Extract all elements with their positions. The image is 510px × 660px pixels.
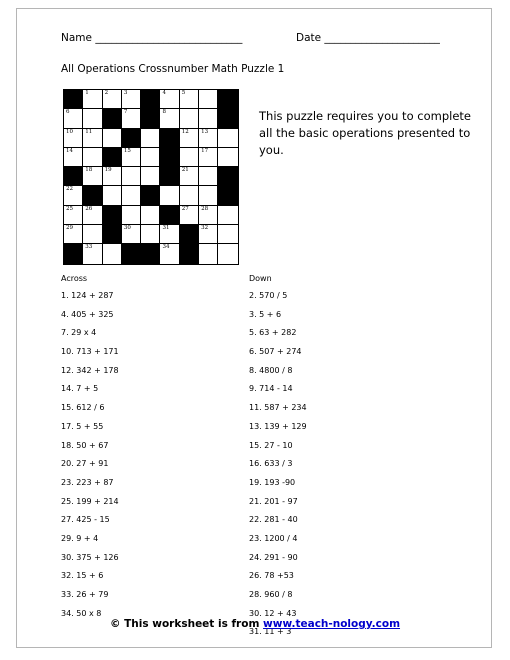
down-clue: 2. 570 / 5 xyxy=(249,291,288,300)
down-clue: 15. 27 - 10 xyxy=(249,440,293,450)
cell-number: 3 xyxy=(123,90,128,96)
down-clue: 31. 11 + 3 xyxy=(249,627,292,637)
name-field-label: Name ____________________________ xyxy=(61,32,243,44)
cell-number: 20 xyxy=(162,167,170,174)
grid-cell[interactable] xyxy=(83,167,102,186)
across-clue: 18. 50 + 67 xyxy=(61,440,109,450)
across-clue: 10. 713 + 171 xyxy=(61,347,119,357)
worksheet-title: All Operations Crossnumber Math Puzzle 1 xyxy=(61,63,285,75)
grid-cell[interactable] xyxy=(83,244,102,263)
footer-link[interactable]: www.teach-nology.com xyxy=(263,618,401,630)
across-clue: 25. 199 + 214 xyxy=(61,496,119,506)
grid-cell[interactable] xyxy=(199,225,218,244)
down-clue: 28. 960 / 8 xyxy=(249,590,293,599)
grid-cell-black xyxy=(180,244,199,263)
down-clue: 6. 507 + 274 xyxy=(249,347,302,357)
grid-cell-black xyxy=(160,167,179,186)
grid-cell[interactable] xyxy=(199,244,218,263)
cell-number: 26 xyxy=(85,205,93,212)
cell-number: 1 xyxy=(85,90,89,96)
cell-number: 15 xyxy=(123,147,131,154)
grid-cell[interactable] xyxy=(83,129,102,148)
grid-cell-black xyxy=(64,167,83,186)
down-clue: 30. 12 + 43 xyxy=(249,608,297,618)
across-clue: 32. 15 + 6 xyxy=(61,571,104,581)
across-clue: 12. 342 + 178 xyxy=(61,365,119,375)
grid-cell[interactable] xyxy=(122,206,141,225)
grid-cell[interactable] xyxy=(180,206,199,225)
grid-cell-black xyxy=(141,244,160,263)
cell-number: 8 xyxy=(162,109,166,116)
grid-cell[interactable] xyxy=(64,186,83,205)
cell-number: 28 xyxy=(201,205,209,212)
grid-cell[interactable] xyxy=(64,129,83,148)
cell-number: 18 xyxy=(85,167,93,174)
across-clue: 34. 50 x 8 xyxy=(61,608,102,618)
cell-number: 25 xyxy=(66,205,73,212)
grid-cell[interactable] xyxy=(199,206,218,225)
cell-number: 4 xyxy=(162,90,166,96)
cell-number: 11 xyxy=(85,128,93,135)
down-clues xyxy=(249,270,307,642)
across-clue: 4. 405 + 325 xyxy=(61,309,114,319)
grid-cell[interactable] xyxy=(64,225,83,244)
across-clue: 30. 375 + 126 xyxy=(61,552,119,562)
grid-cell[interactable] xyxy=(83,148,102,167)
down-clue: 16. 633 / 3 xyxy=(249,459,293,469)
across-clue: 17. 5 + 55 xyxy=(61,421,104,431)
grid-cell-black xyxy=(160,148,179,167)
grid-cell[interactable] xyxy=(160,244,179,263)
grid-cell[interactable] xyxy=(218,148,237,167)
footer-credit xyxy=(0,618,510,630)
grid-cell[interactable] xyxy=(122,186,141,205)
grid-cell-black xyxy=(160,129,179,148)
grid-cell[interactable] xyxy=(180,109,199,128)
grid-cell-black xyxy=(218,186,237,205)
grid-cell-black xyxy=(103,206,122,225)
grid-cell[interactable] xyxy=(141,206,160,225)
down-clue: 3. 5 + 6 xyxy=(249,309,282,319)
grid-cell-black xyxy=(141,186,160,205)
grid-cell[interactable] xyxy=(199,186,218,205)
grid-cell[interactable] xyxy=(83,206,102,225)
grid-cell-black xyxy=(122,244,141,263)
cell-number: 24 xyxy=(220,186,228,193)
cell-number: 16 xyxy=(162,147,170,154)
down-clue: 26. 78 +53 xyxy=(249,571,294,581)
grid-cell[interactable] xyxy=(218,244,237,263)
grid-cell[interactable] xyxy=(141,225,160,244)
grid-cell[interactable] xyxy=(180,186,199,205)
down-clue: 9. 714 - 14 xyxy=(249,384,293,394)
grid-cell-black xyxy=(218,90,237,109)
grid-cell[interactable] xyxy=(199,148,218,167)
grid-cell[interactable] xyxy=(122,90,141,109)
across-clue: 29. 9 + 4 xyxy=(61,533,99,543)
cell-number: 12 xyxy=(181,128,189,135)
grid-cell[interactable] xyxy=(218,225,237,244)
cell-number: 6 xyxy=(66,109,70,116)
cell-number: 21 xyxy=(181,167,189,174)
cell-number: 9 xyxy=(220,109,224,116)
grid-cell-black xyxy=(160,206,179,225)
down-clue: 8. 4800 / 8 xyxy=(249,365,293,375)
grid-cell-black xyxy=(83,186,102,205)
grid-cell[interactable] xyxy=(122,148,141,167)
across-clue: 27. 425 - 15 xyxy=(61,515,110,525)
grid-cell[interactable] xyxy=(64,148,83,167)
grid-cell[interactable] xyxy=(199,90,218,109)
across-clue: 14. 7 + 5 xyxy=(61,384,99,394)
down-clue: 11. 587 + 234 xyxy=(249,403,307,413)
puzzle-instructions: This puzzle requires you to complete all the basic operations presented to you. xyxy=(259,109,471,157)
grid-cell-black xyxy=(103,225,122,244)
grid-cell[interactable] xyxy=(141,129,160,148)
cell-number: 7 xyxy=(123,109,128,116)
grid-cell-black xyxy=(218,109,237,128)
across-clue: 33. 26 + 79 xyxy=(61,590,109,599)
down-clue: 23. 1200 / 4 xyxy=(249,533,298,543)
grid-cell[interactable] xyxy=(122,225,141,244)
across-clue: 15. 612 / 6 xyxy=(61,403,105,413)
grid-cell[interactable] xyxy=(160,225,179,244)
down-clue: 21. 201 - 97 xyxy=(249,496,298,506)
down-clue: 22. 281 - 40 xyxy=(249,515,298,525)
grid-cell-black xyxy=(103,109,122,128)
grid-cell[interactable] xyxy=(199,109,218,128)
grid-cell[interactable] xyxy=(160,186,179,205)
grid-cell[interactable] xyxy=(103,90,122,109)
across-heading: Across xyxy=(61,274,88,283)
grid-cell[interactable] xyxy=(83,90,102,109)
across-clue: 23. 223 + 87 xyxy=(61,477,114,487)
grid-cell[interactable] xyxy=(180,167,199,186)
cell-number: 5 xyxy=(181,90,186,96)
down-heading: Down xyxy=(249,274,272,283)
cell-number: 17 xyxy=(201,147,209,154)
grid-cell[interactable] xyxy=(83,225,102,244)
grid-cell-black xyxy=(141,109,160,128)
grid-cell-black xyxy=(64,90,83,109)
grid-cell[interactable] xyxy=(64,109,83,128)
cell-number: 30 xyxy=(123,225,131,232)
cell-number: 33 xyxy=(85,244,93,251)
grid-cell-black xyxy=(64,244,83,263)
across-clue: 7. 29 x 4 xyxy=(61,328,97,338)
grid-cell[interactable] xyxy=(103,167,122,186)
grid-cell[interactable] xyxy=(141,167,160,186)
grid-cell[interactable] xyxy=(199,167,218,186)
cell-number: 34 xyxy=(162,244,170,251)
grid-cell[interactable] xyxy=(199,129,218,148)
grid-cell-black xyxy=(180,225,199,244)
down-clue: 19. 193 -90 xyxy=(249,477,296,487)
grid-cell[interactable] xyxy=(103,186,122,205)
grid-cell[interactable] xyxy=(83,109,102,128)
grid-cell[interactable] xyxy=(180,90,199,109)
cell-number: 14 xyxy=(66,147,73,154)
footer-prefix: © This worksheet is from xyxy=(109,618,264,630)
cell-number: 22 xyxy=(66,186,73,193)
grid-cell-black xyxy=(218,167,237,186)
crossnumber-grid xyxy=(63,89,239,265)
grid-cell[interactable] xyxy=(160,90,179,109)
cell-number: 32 xyxy=(201,225,209,232)
cell-number: 10 xyxy=(66,128,73,135)
across-clues xyxy=(61,270,119,623)
grid-cell[interactable] xyxy=(160,109,179,128)
grid-cell-black xyxy=(122,129,141,148)
grid-cell[interactable] xyxy=(141,148,160,167)
grid-cell[interactable] xyxy=(122,109,141,128)
grid-cell[interactable] xyxy=(218,129,237,148)
cell-number: 2 xyxy=(104,90,109,96)
cell-number: 19 xyxy=(104,167,112,174)
cell-number: 13 xyxy=(201,128,209,135)
cell-number: 31 xyxy=(162,225,170,232)
grid-cell-black xyxy=(103,148,122,167)
cell-number: 27 xyxy=(181,205,189,212)
grid-cell[interactable] xyxy=(122,167,141,186)
cell-number: 29 xyxy=(66,225,73,232)
down-clue: 5. 63 + 282 xyxy=(249,328,297,338)
down-clue: 24. 291 - 90 xyxy=(249,552,298,562)
grid-cell[interactable] xyxy=(103,129,122,148)
cell-number: 23 xyxy=(143,186,151,193)
grid-cell[interactable] xyxy=(64,206,83,225)
down-clue: 13. 139 + 129 xyxy=(249,421,307,431)
grid-cell[interactable] xyxy=(180,129,199,148)
grid-cell[interactable] xyxy=(180,148,199,167)
grid-cell-black xyxy=(141,90,160,109)
across-clue: 1. 124 + 287 xyxy=(61,291,114,300)
across-clue: 20. 27 + 91 xyxy=(61,459,109,469)
date-field-label: Date ______________________ xyxy=(296,32,440,44)
grid-cell[interactable] xyxy=(218,206,237,225)
grid-cell[interactable] xyxy=(103,244,122,263)
